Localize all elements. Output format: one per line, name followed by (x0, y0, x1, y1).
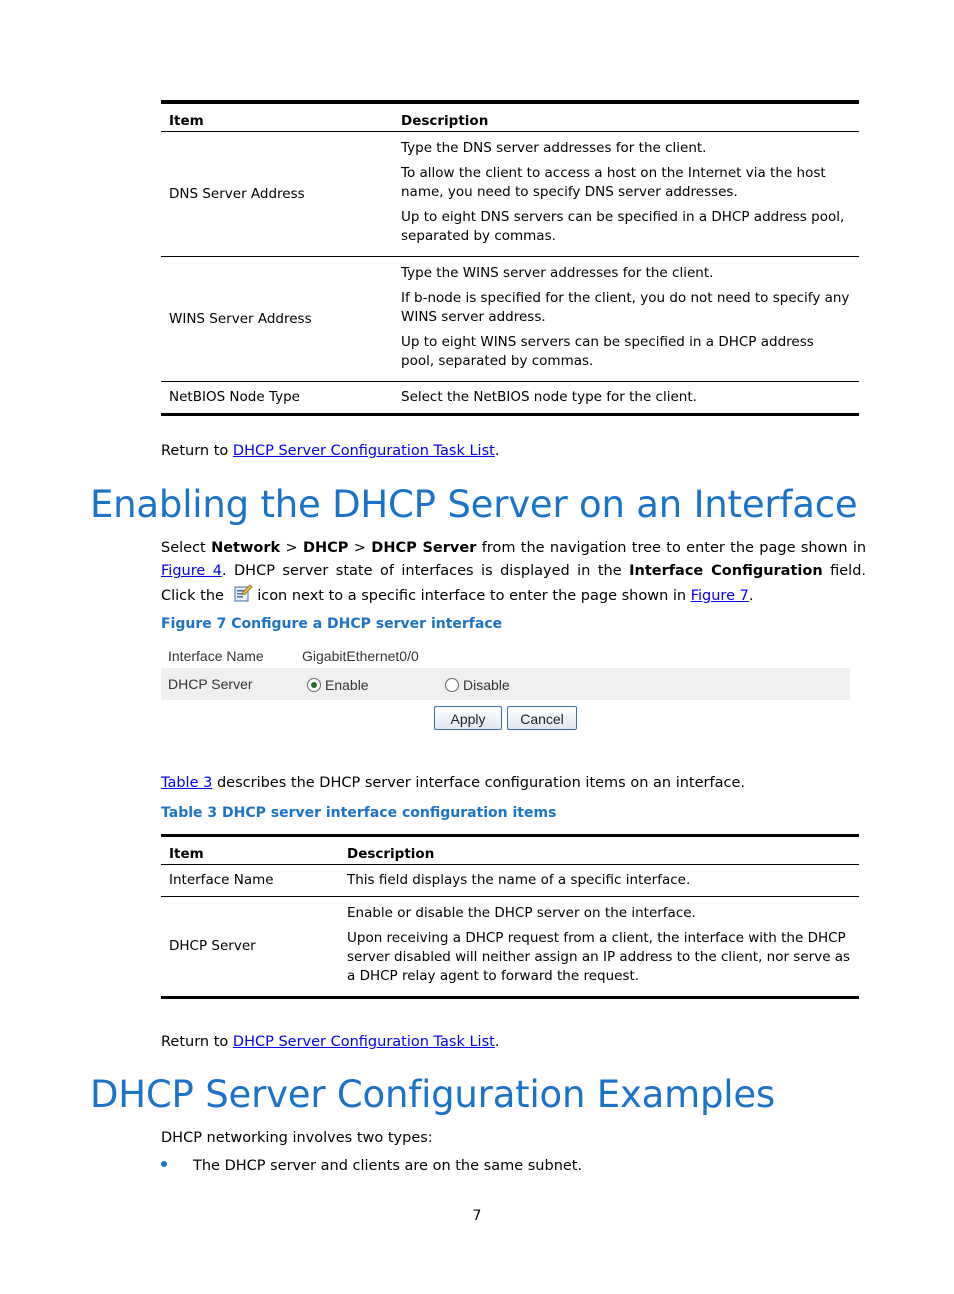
section-heading-container (90, 1073, 775, 1116)
text: . DHCP server state of interfaces is displayed in the (221, 563, 622, 579)
table-row (161, 382, 859, 415)
table-top-container (161, 100, 859, 416)
radio-selected-icon[interactable] (307, 678, 321, 692)
text: field. Click the (161, 563, 867, 604)
table-cell-description (339, 897, 859, 998)
figure-caption: Figure 7 Configure a DHCP server interface (161, 616, 503, 632)
apply-button[interactable]: Apply (434, 706, 502, 730)
bullet-text: The DHCP server and clients are on the same subnet. (193, 1158, 583, 1174)
table-row (161, 257, 859, 382)
enable-label: Enable (325, 677, 369, 693)
table-row (161, 865, 859, 897)
description-line: Up to eight DNS servers can be specified in a DHCP address pool, separated by commas. (401, 209, 845, 244)
bold-dhcp-server: DHCP Server (371, 540, 477, 556)
table-cell-item: DNS Server Address (169, 185, 305, 202)
return-suffix: . (494, 443, 500, 459)
table-header-item: Item (169, 846, 204, 862)
disable-label: Disable (463, 677, 510, 693)
table-cell-description (339, 865, 859, 897)
text: Select (161, 540, 206, 556)
table-row (161, 132, 859, 257)
description-line: To allow the client to access a host on the Internet via the host name, you need to specify DNS server addresses. (401, 165, 826, 200)
description-line: Type the WINS server addresses for the client. (401, 265, 714, 281)
bold-dhcp: DHCP (302, 540, 349, 556)
bold-network: Network (211, 540, 281, 556)
description-line: This field displays the name of a specific interface. (347, 872, 691, 888)
dhcp-server-label: DHCP Server (168, 676, 253, 692)
interface-name-value: GigabitEthernet0/0 (302, 648, 419, 664)
radio-unselected-icon[interactable] (445, 678, 459, 692)
table-header-item: Item (169, 113, 204, 129)
return-suffix: . (494, 1034, 500, 1050)
section-heading: DHCP Server Configuration Examples (90, 1073, 775, 1116)
description-line: Enable or disable the DHCP server on the interface. (347, 905, 696, 921)
table-caption: Table 3 DHCP server interface configuration items (161, 805, 557, 821)
return-prefix: Return to (161, 443, 233, 459)
interface-name-label: Interface Name (168, 648, 264, 664)
table3-container (161, 834, 859, 999)
table-header-description: Description (401, 113, 489, 129)
table-row (161, 897, 859, 998)
text: describes the DHCP server interface configuration items on an interface. (212, 775, 745, 791)
text: . (748, 588, 754, 604)
text: > (285, 540, 298, 556)
dhcp-server-row (161, 668, 850, 700)
text: from the navigation tree to enter the page shown in (481, 540, 867, 556)
description-line: Select the NetBIOS node type for the client. (401, 389, 697, 405)
return-prefix: Return to (161, 1034, 233, 1050)
task-list-link[interactable]: DHCP Server Configuration Task List (232, 443, 495, 459)
table-cell-item: WINS Server Address (169, 310, 312, 327)
bold-interface-configuration: Interface Configuration (629, 563, 823, 579)
description-line: Upon receiving a DHCP request from a client, the interface with the DHCP server disabled will neither assign an IP address to the client, nor serve as a DHCP relay agent to forward the request. (347, 930, 851, 984)
section2-intro: DHCP networking involves two types: (161, 1130, 433, 1146)
table-header-description: Description (347, 846, 435, 862)
disable-radio-option[interactable] (445, 677, 510, 693)
table-cell-item: DHCP Server (169, 938, 256, 954)
section-heading: Enabling the DHCP Server on an Interface (90, 483, 858, 526)
table-3 (161, 834, 859, 999)
list-item (161, 1155, 582, 1178)
table-cell-description (393, 257, 859, 382)
bullet-icon (161, 1161, 167, 1167)
edit-icon (233, 583, 253, 611)
text: icon next to a specific interface to enter the page shown in (257, 588, 687, 604)
section-heading-container (90, 483, 857, 526)
return-paragraph (161, 1031, 499, 1054)
table-cell-item: Interface Name (169, 872, 274, 888)
task-list-link[interactable]: DHCP Server Configuration Task List (232, 1034, 495, 1050)
description-line: Up to eight WINS servers can be specified in a DHCP address pool, separated by commas. (401, 334, 814, 369)
table-cell-description (393, 382, 859, 415)
section-paragraph (161, 537, 866, 611)
figure-4-link[interactable]: Figure 4 (161, 563, 222, 579)
table-top (161, 100, 859, 416)
cancel-button[interactable]: Cancel (507, 706, 577, 730)
enable-radio-option[interactable] (307, 677, 369, 693)
page-number: 7 (472, 1208, 482, 1224)
description-line: Type the DNS server addresses for the client. (401, 140, 707, 156)
table-cell-item: NetBIOS Node Type (169, 389, 300, 405)
figure-7-link[interactable]: Figure 7 (690, 588, 749, 604)
table-3-link[interactable]: Table 3 (161, 775, 213, 791)
text: > (353, 540, 366, 556)
table3-intro (161, 772, 745, 795)
table-cell-description (393, 132, 859, 257)
return-paragraph (161, 440, 499, 463)
description-line: If b-node is specified for the client, you do not need to specify any WINS server address. (401, 290, 850, 325)
